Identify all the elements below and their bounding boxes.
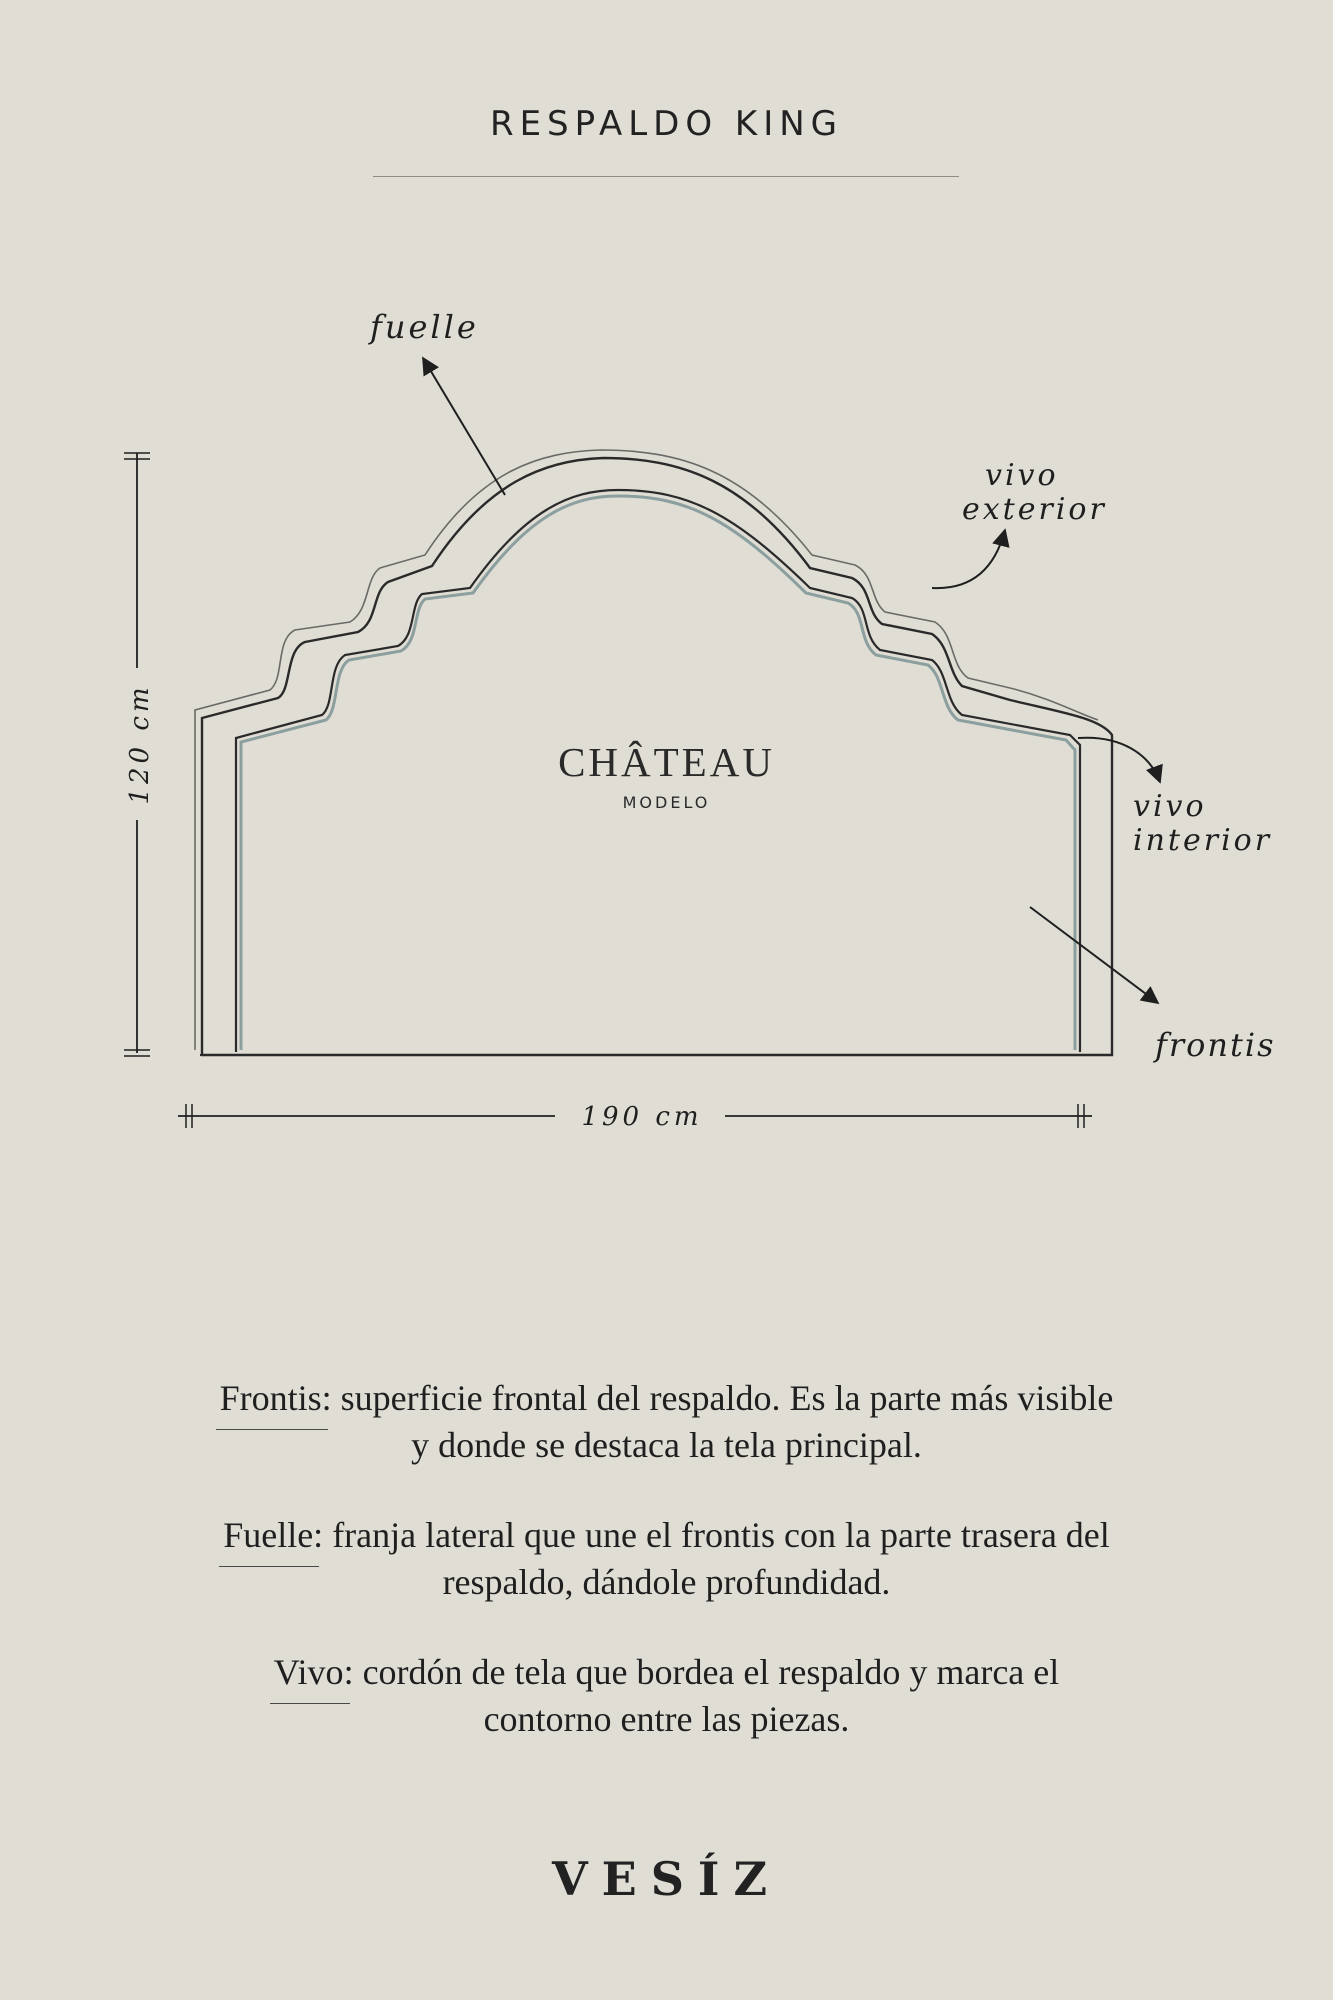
definition-text: contorno entre las piezas. (483, 1699, 850, 1739)
definition-fuelle: Fuelle: franja lateral que une el frontis con la parte trasera del respaldo, dándole profundidad. (150, 1512, 1183, 1606)
page-title: RESPALDO KING (489, 104, 844, 144)
fuelle-label: fuelle (370, 308, 479, 346)
vivo-exterior-label-1: vivo (985, 458, 1059, 493)
vivo-exterior-arrow (932, 530, 1005, 588)
definition-term: Fuelle (223, 1512, 313, 1559)
width-label: 190 cm (581, 1102, 703, 1132)
model-subtitle: MODELO (622, 793, 711, 812)
definition-frontis: Frontis: superficie frontal del respaldo. Es la parte más visible y donde se destaca la tela principal. (150, 1375, 1183, 1469)
frontis-label: frontis (1155, 1026, 1276, 1064)
fuelle-arrow (423, 358, 505, 495)
height-label: 120 cm (125, 683, 155, 805)
vivo-exterior-label-2: exterior (962, 492, 1107, 527)
definition-text: respaldo, dándole profundidad. (442, 1562, 891, 1602)
definition-text: y donde se destaca la tela principal. (411, 1425, 922, 1465)
width-dimension (178, 1102, 1092, 1132)
definition-text: franja lateral que une el frontis con la parte trasera del (332, 1515, 1110, 1555)
definition-term: Vivo (274, 1649, 344, 1696)
definition-text: superficie frontal del respaldo. Es la parte más visible (340, 1378, 1114, 1418)
model-name: CHÂTEAU (558, 739, 775, 785)
frontis-arrow (1030, 907, 1158, 1003)
vivo-interior-label-1: vivo (1133, 789, 1207, 824)
definition-vivo: Vivo: cordón de tela que bordea el respaldo y marca el contorno entre las piezas. (150, 1649, 1183, 1743)
brand-logo: VESÍZ (551, 1852, 782, 1906)
vivo-interior-label-2: interior (1133, 823, 1273, 858)
definition-term: Frontis (220, 1375, 322, 1422)
definition-text: cordón de tela que bordea el respaldo y marca el (362, 1652, 1060, 1692)
